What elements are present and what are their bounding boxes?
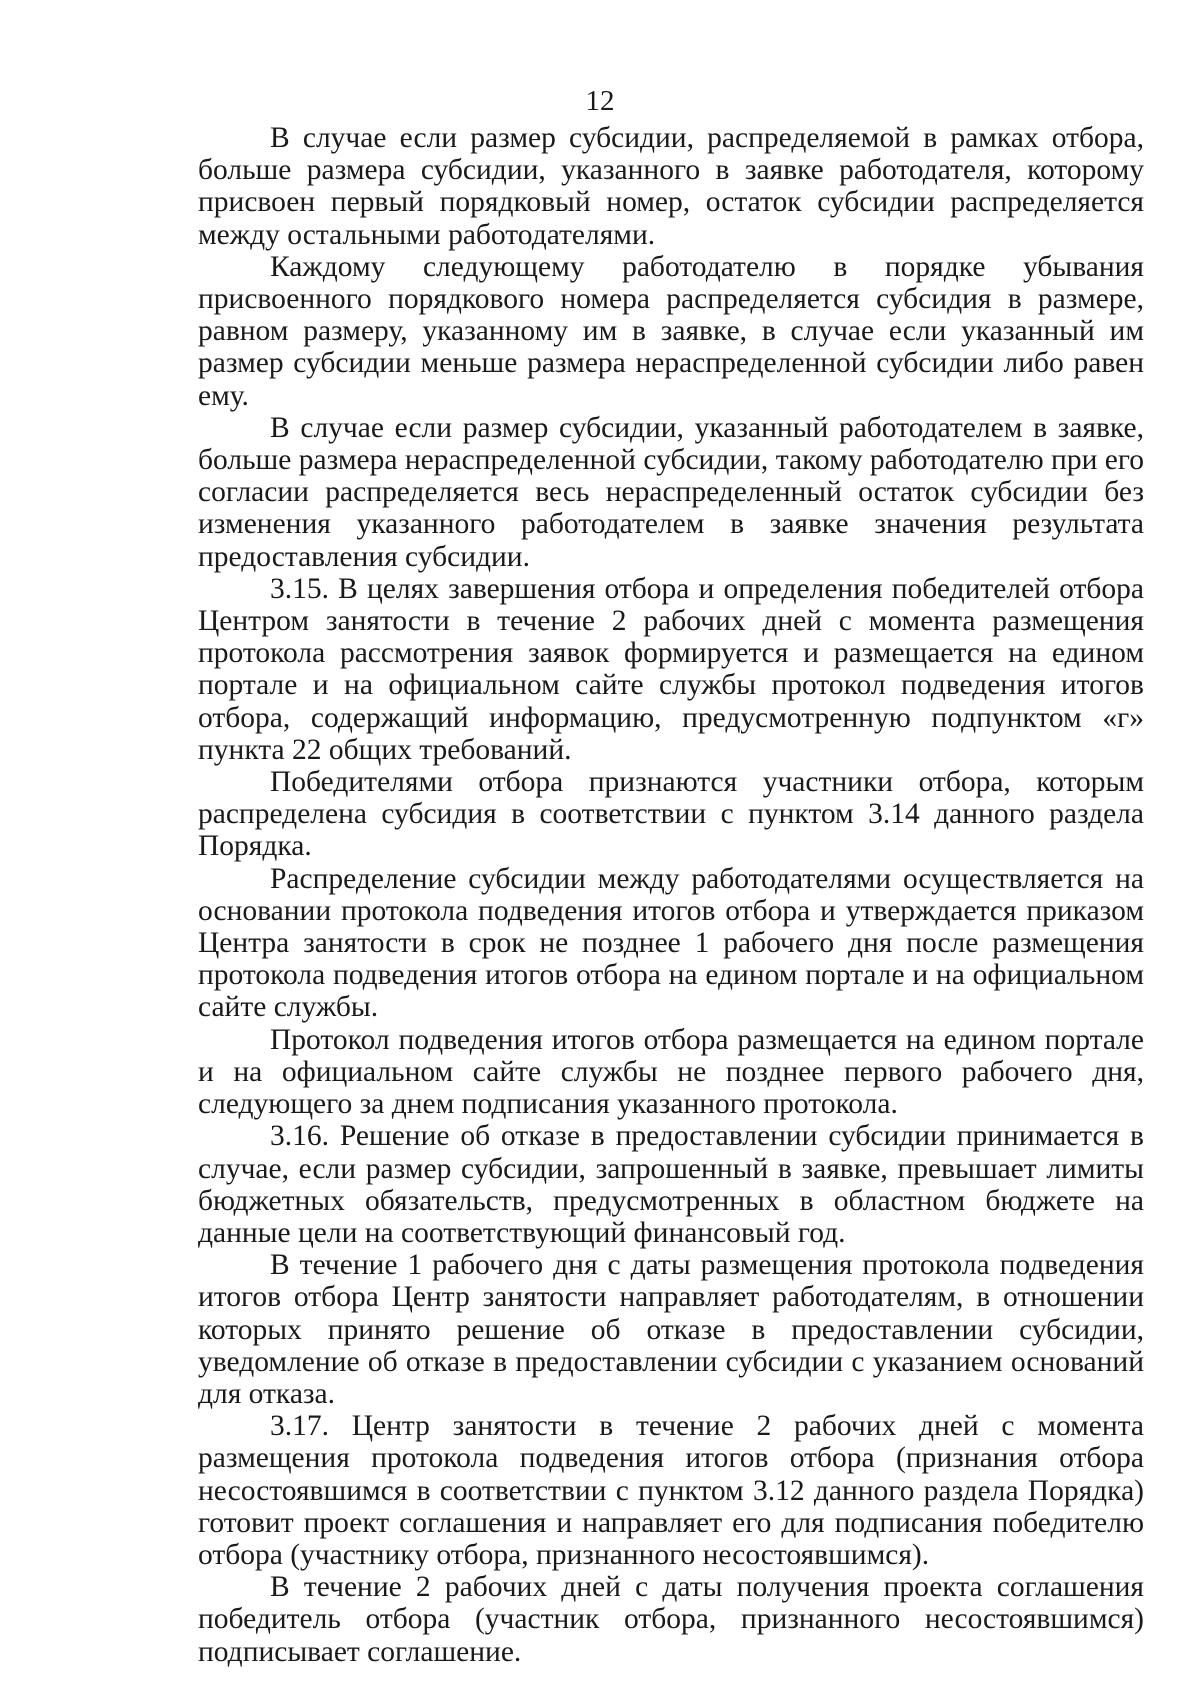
- paragraph: В течение 1 рабочего дня с даты размещения протокола подведения итогов отбора Центр занятости направляет работодателям, в отношении которых принято решение об отказе в предоставлении субсидии, уведомление об отказе в предоставлении субсидии с указанием оснований для отказа.: [198, 1249, 1144, 1410]
- paragraph: Распределение субсидии между работодателями осуществляется на основании протокола подведения итогов отбора и утверждается приказом Центра занятости в срок не позднее 1 рабочего дня после размещения протокола подведения итогов отбора на едином портале и на официальном сайте службы.: [198, 862, 1144, 1024]
- paragraph: 3.15. В целях завершения отбора и определения победителей отбора Центром занятости в течение 2 рабочих дней с момента размещения протокола рассмотрения заявок формируется и размещается на едином портале и на официальном сайте службы протокол подведения итогов отбора, содержащий информацию, предусмотренную подпунктом «г» пункта 22 общих требований.: [198, 572, 1144, 766]
- page-number: 12: [585, 85, 615, 117]
- paragraph: Победителями отбора признаются участники отбора, которым распределена субсидия в соответствии с пунктом 3.14 данного раздела Порядка.: [198, 766, 1144, 863]
- paragraph: В случае если размер субсидии, указанный работодателем в заявке, больше размера нераспределенной субсидии, такому работодателю при его согласии распределяется весь нераспределенный остаток субсидии без изменения указанного работодателем в заявке значения результата предоставления субсидии.: [198, 411, 1144, 573]
- paragraph: 3.16. Решение об отказе в предоставлении субсидии принимается в случае, если размер субсидии, запрошенный в заявке, превышает лимиты бюджетных обязательств, предусмотренных в областном бюджете на данные цели на соответствующий финансовый год.: [198, 1120, 1144, 1249]
- paragraph: В течение 2 рабочих дней с даты получения проекта соглашения победитель отбора (участник отбора, признанного несостоявшимся) подписывает соглашение.: [198, 1571, 1144, 1668]
- paragraph: Каждому следующему работодателю в порядке убывания присвоенного порядкового номера распределяется субсидия в размере, равном размеру, указанному им в заявке, в случае если указанный им размер субсидии меньше размера нераспределенной субсидии либо равен ему.: [198, 250, 1144, 412]
- paragraph: 3.17. Центр занятости в течение 2 рабочих дней с момента размещения протокола подведения итогов отбора (признания отбора несостоявшимся в соответствии с пунктом 3.12 данного раздела Порядка) готовит проект соглашения и направляет его для подписания победителю отбора (участнику отбора, признанного несостоявшимся).: [198, 1410, 1144, 1571]
- paragraph: Протокол подведения итогов отбора размещается на едином портале и на официальном сайте службы не позднее первого рабочего дня, следующего за днем подписания указанного протокола.: [198, 1023, 1144, 1121]
- document-body: [198, 122, 1144, 1668]
- paragraph: В случае если размер субсидии, распределяемой в рамках отбора, больше размера субсидии, указанного в заявке работодателя, которому присвоен первый порядковый номер, остаток субсидии распределяется между остальными работодателями.: [198, 122, 1144, 251]
